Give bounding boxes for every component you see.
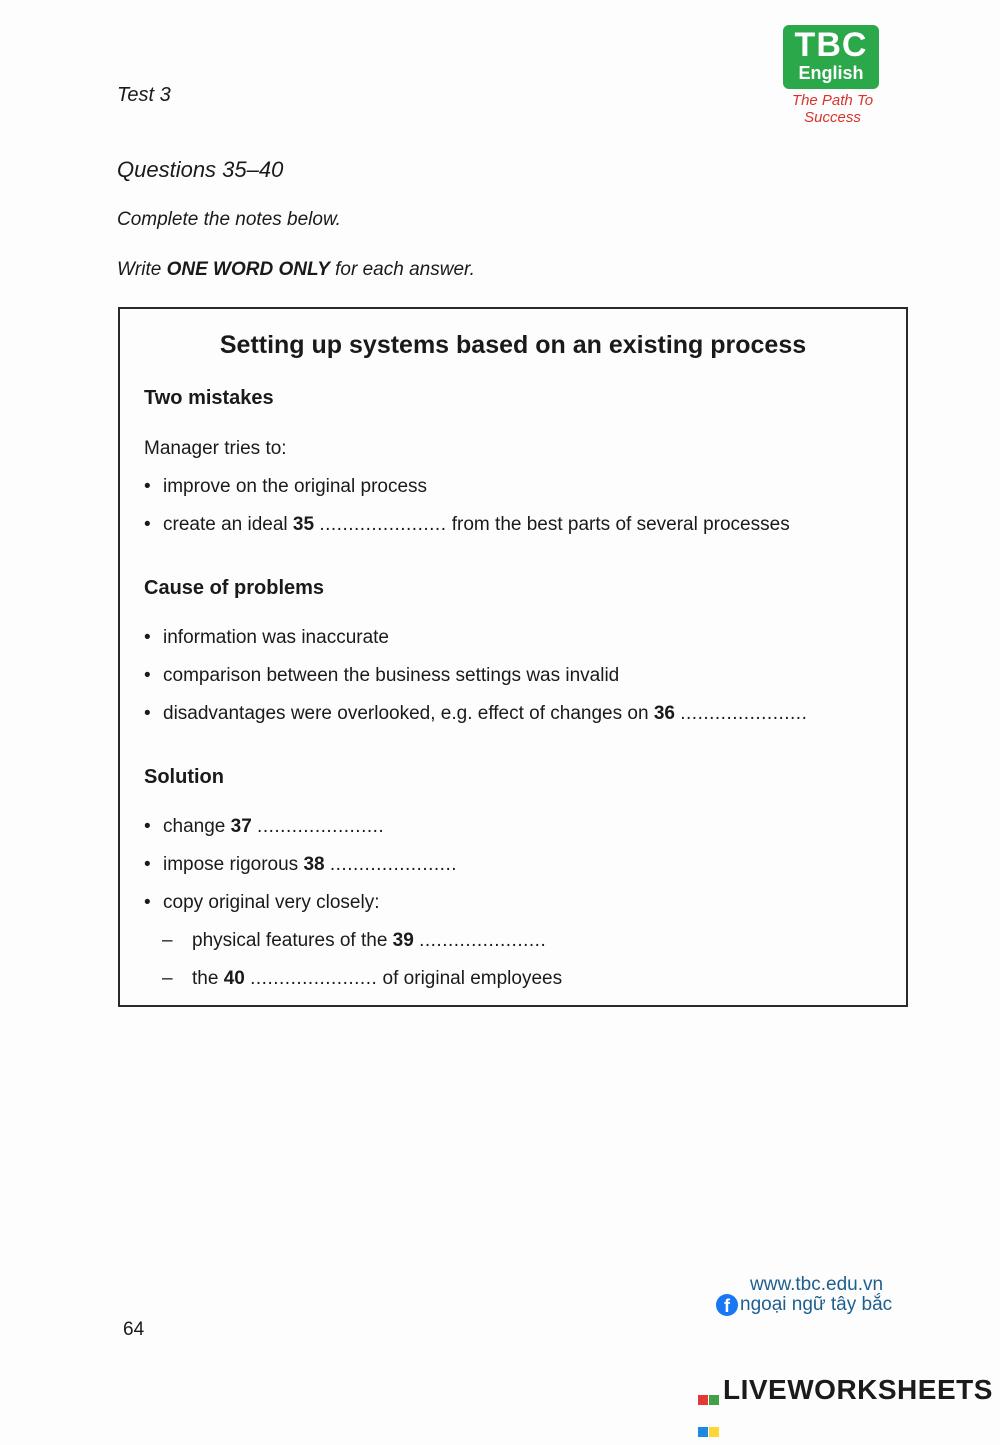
tbc-english-logo bbox=[765, 25, 900, 126]
list-item: • comparison between the business settings was invalid bbox=[144, 665, 620, 686]
answer-blank-37[interactable]: ...................... bbox=[257, 816, 385, 837]
list-item-q36: • disadvantages were overlooked, e.g. effect of changes on 36 ...................... bbox=[144, 703, 808, 724]
instruction-complete-notes: Complete the notes below. bbox=[117, 209, 341, 230]
test-label: Test 3 bbox=[117, 84, 171, 106]
question-number-36: 36 bbox=[653, 703, 675, 724]
answer-blank-39[interactable]: ...................... bbox=[419, 930, 547, 951]
section-heading-two-mistakes: Two mistakes bbox=[144, 387, 274, 409]
instruction-word-limit: Write ONE WORD ONLY for each answer. bbox=[117, 259, 475, 280]
page-number: 64 bbox=[123, 1319, 145, 1340]
logo-badge bbox=[783, 25, 879, 89]
word-limit-emphasis: ONE WORD ONLY bbox=[166, 259, 330, 280]
question-number-38: 38 bbox=[303, 854, 325, 875]
question-number-40: 40 bbox=[223, 968, 245, 989]
list-item-q38: • impose rigorous 38 ...................... bbox=[144, 854, 458, 875]
list-item: • information was inaccurate bbox=[144, 627, 389, 648]
manager-intro: Manager tries to: bbox=[144, 438, 287, 459]
section-heading-solution: Solution bbox=[144, 766, 224, 788]
liveworksheets-icon bbox=[698, 1381, 720, 1403]
answer-blank-38[interactable]: ...................... bbox=[329, 854, 458, 875]
list-item-q35: • create an ideal 35 ...................... from the best parts of several processes bbox=[144, 514, 790, 535]
answer-blank-36[interactable]: ...................... bbox=[680, 703, 808, 724]
list-item: • copy original very closely: bbox=[144, 892, 380, 913]
sub-item-q40: – the 40 ...................... of original employees bbox=[162, 968, 563, 989]
question-number-39: 39 bbox=[392, 930, 414, 951]
questions-heading: Questions 35–40 bbox=[117, 157, 284, 182]
answer-blank-40[interactable]: ...................... bbox=[250, 968, 378, 989]
question-number-37: 37 bbox=[230, 816, 252, 837]
website-link[interactable]: www.tbc.edu.vn bbox=[750, 1274, 884, 1295]
list-item: • improve on the original process bbox=[144, 476, 428, 497]
notes-box bbox=[118, 307, 908, 1007]
question-number-35: 35 bbox=[292, 514, 315, 535]
logo-brand: TBC bbox=[794, 26, 868, 64]
liveworksheets-watermark: LIVEWORKSHEETS bbox=[698, 1374, 993, 1406]
answer-blank-35[interactable]: ...................... bbox=[319, 514, 447, 535]
list-item-q37: • change 37 ...................... bbox=[144, 816, 385, 837]
facebook-link[interactable]: f ngoại ngữ tây bắc bbox=[716, 1294, 892, 1316]
section-heading-cause: Cause of problems bbox=[144, 577, 325, 599]
logo-sub: English bbox=[798, 63, 864, 83]
sub-item-q39: – physical features of the 39 ...................... bbox=[162, 930, 547, 951]
notes-title: Setting up systems based on an existing process bbox=[219, 331, 807, 359]
logo-tagline: The Path To Success bbox=[791, 92, 874, 126]
facebook-icon: f bbox=[716, 1294, 738, 1316]
